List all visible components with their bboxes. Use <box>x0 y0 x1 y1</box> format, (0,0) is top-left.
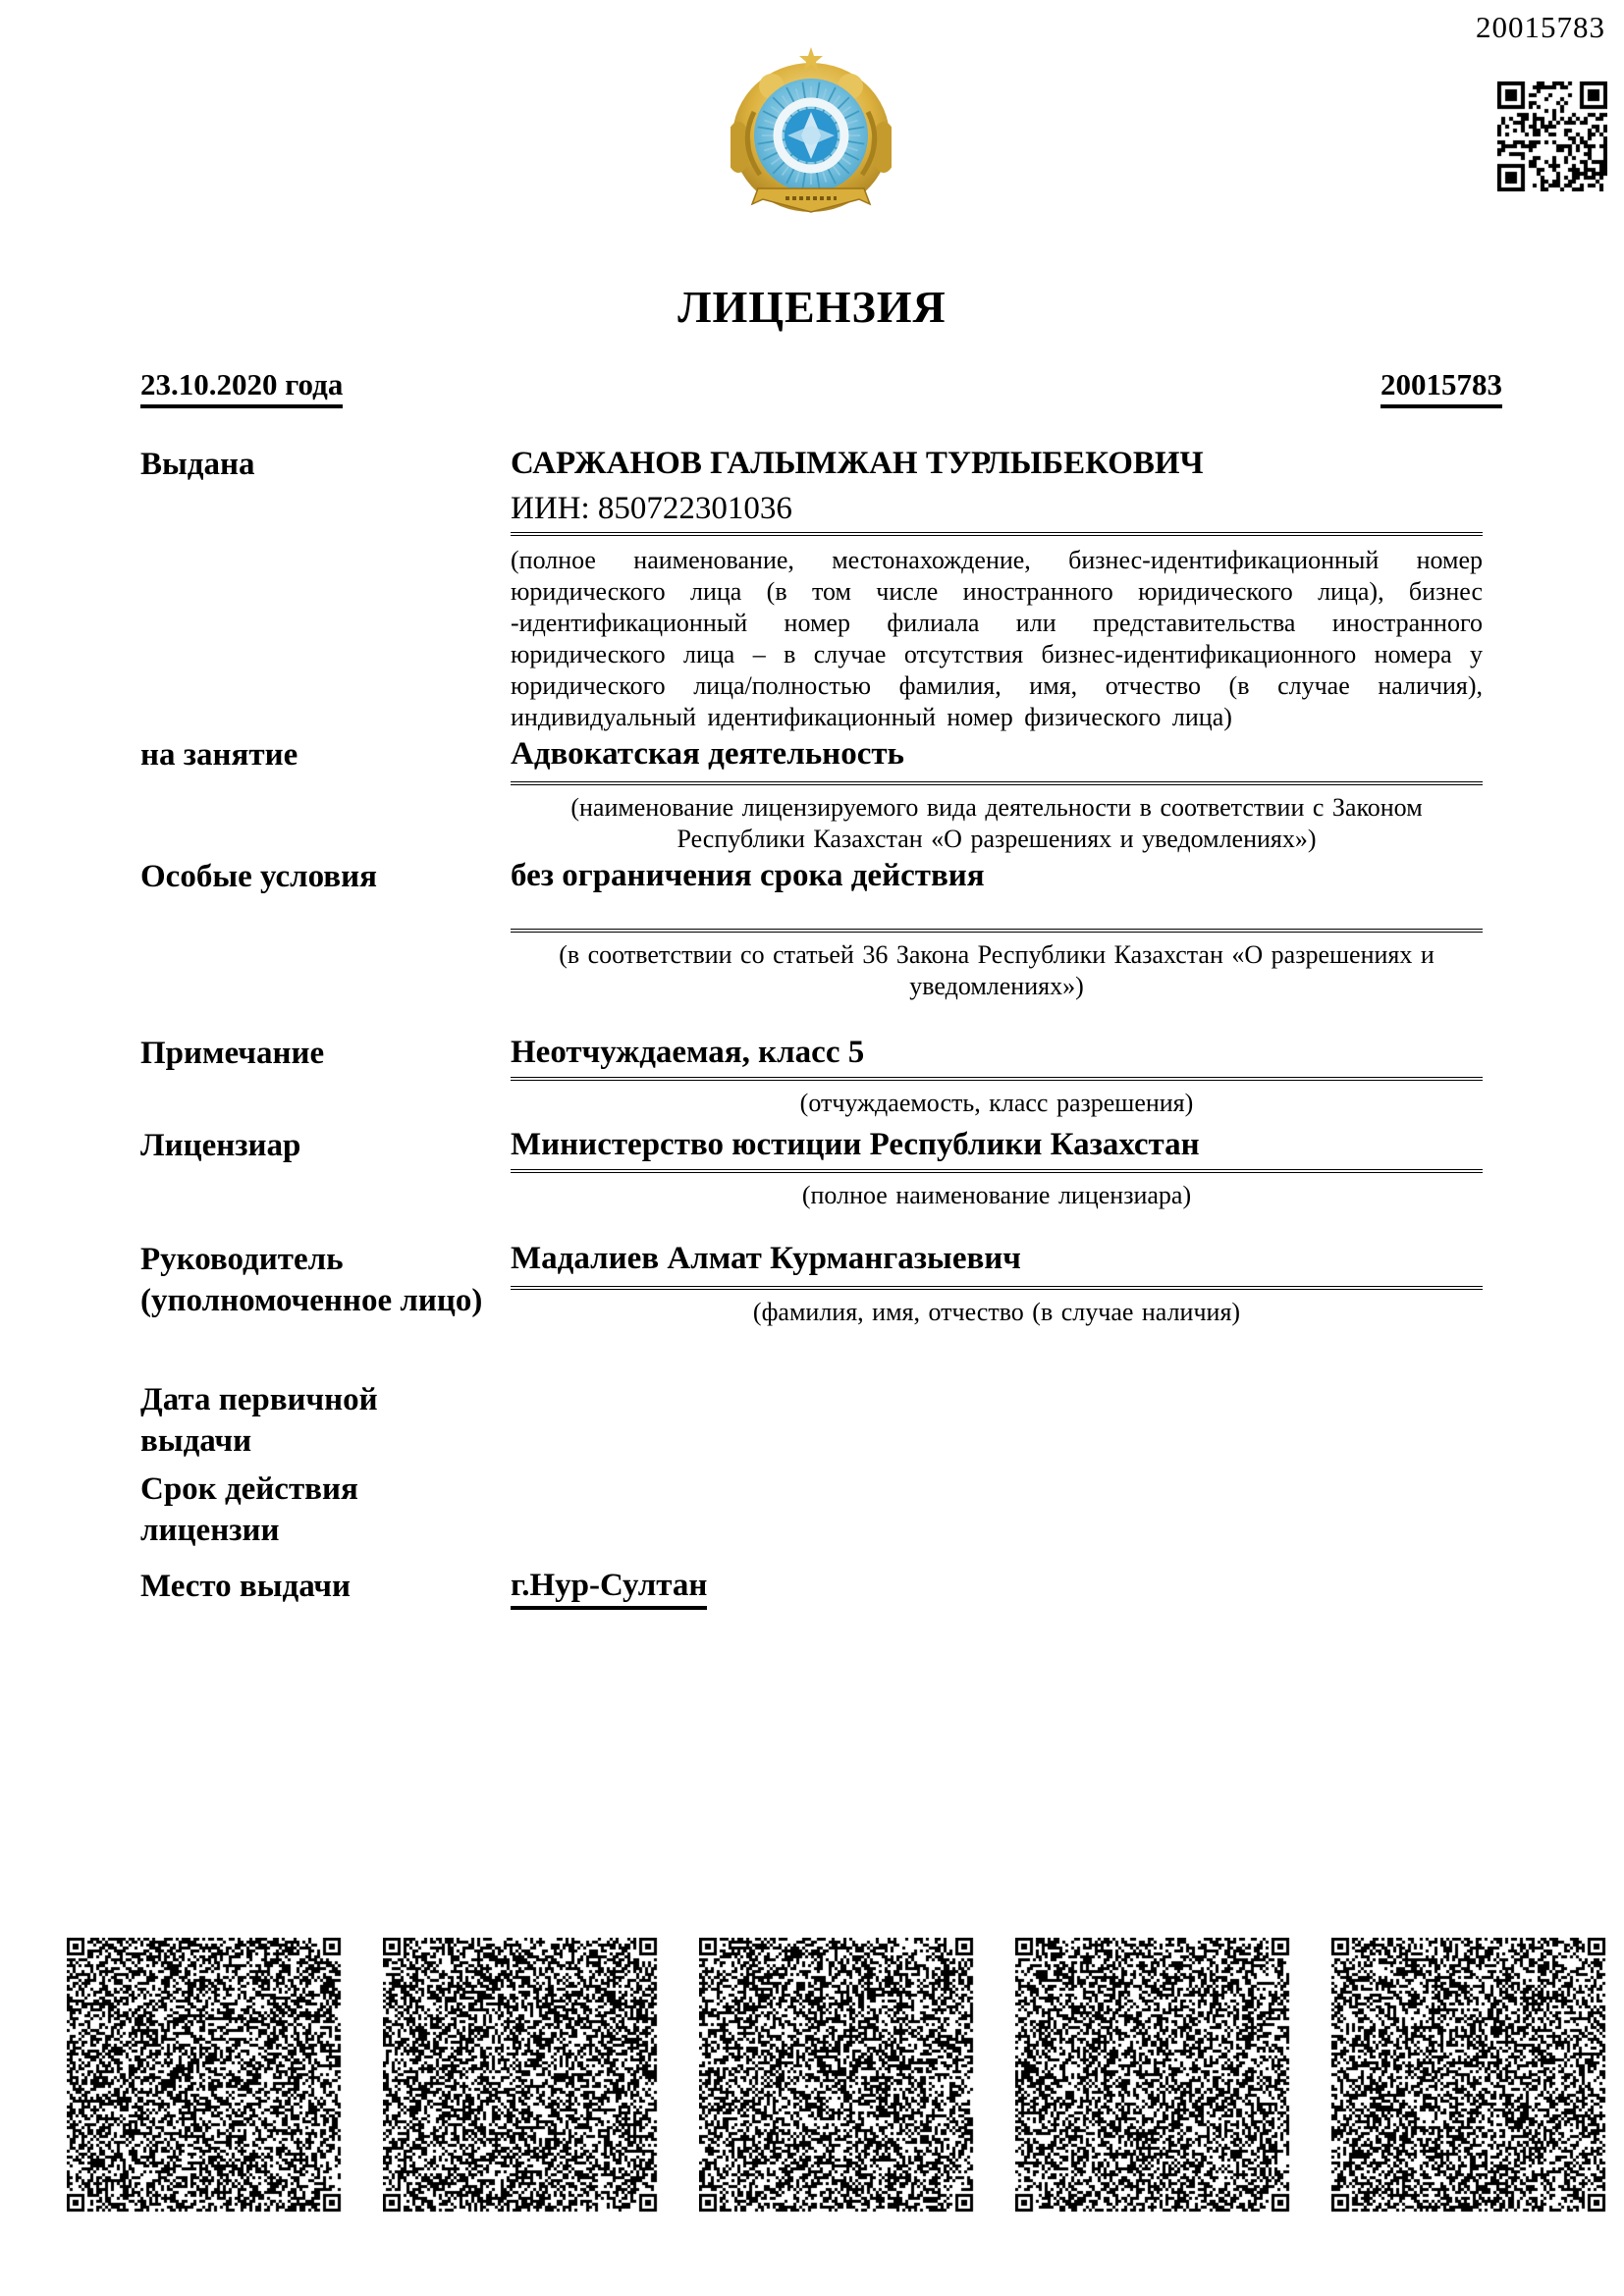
document-number-top: 20015783 <box>1476 10 1605 44</box>
field-issue-place <box>140 1566 1505 1610</box>
activity-value: Адвокатская деятельность <box>511 734 1483 785</box>
field-issued-to-label: Выдана <box>140 447 255 482</box>
field-special-label: Особые условия <box>140 859 377 894</box>
special-conditions-value: без ограничения срока действия <box>511 856 1483 933</box>
field-licensor-caption: (полное наименование лицензиара) <box>801 1181 1192 1209</box>
field-first-issue-date-label: Дата первичной выдачи <box>140 1382 378 1459</box>
field-activity-label: на занятие <box>140 737 298 773</box>
field-licensor <box>140 1125 1505 1211</box>
issue-date: 23.10.2020 года <box>140 367 343 408</box>
licensor-value: Министерство юстиции Республики Казахстан <box>511 1125 1483 1173</box>
field-special-caption: (в соответствии со статьей 36 Закона Республики Казахстан «О разрешениях и уведомлениях») <box>559 940 1435 1000</box>
validity-value <box>455 1468 1427 1551</box>
qr-code <box>1497 81 1607 191</box>
kazakhstan-emblem-icon <box>731 43 892 218</box>
note-value: Неотчуждаемая, класс 5 <box>511 1033 1483 1081</box>
licensee-name: САРЖАНОВ ГАЛЫМЖАН ТУРЛЫБЕКОВИЧ <box>511 446 1204 481</box>
field-licensor-label: Лицензиар <box>140 1128 301 1163</box>
field-issue-place-label: Место выдачи <box>140 1569 352 1604</box>
barcode-block <box>383 1938 658 2213</box>
field-validity-label: Срок действия лицензии <box>140 1471 358 1548</box>
barcode-block <box>1015 1938 1290 2213</box>
barcode-block <box>67 1938 342 2213</box>
issue-place-value: г.Нур-Султан <box>511 1566 707 1610</box>
field-head-caption: (фамилия, имя, отчество (в случае наличия) <box>752 1298 1241 1326</box>
field-note-caption: (отчуждаемость, класс разрешения) <box>799 1089 1194 1117</box>
field-special-conditions <box>140 856 1505 1002</box>
field-activity-caption: (наименование лицензируемого вида деятельности в соответствии с Законом Республики Казахстан «О разрешениях и уведомлениях») <box>570 793 1423 853</box>
field-rule <box>511 532 1483 536</box>
field-issued-to-caption: (полное наименование, местонахождение, бизнес-идентификационный номер юридического лица (в том числе иностранного юридического лица), бизнес -идентификационный номер филиала или представительства иностранного юридического лица – в случае отсутствия бизнес-идентификационного номера у юридического лица/полностью фамилия, имя, отчество (в случае наличия), индивидуальный идентификационный номер физического лица) <box>511 546 1483 731</box>
barcode-block <box>699 1938 974 2213</box>
field-note-label: Примечание <box>140 1036 325 1071</box>
field-head <box>140 1239 1505 1328</box>
license-number: 20015783 <box>1380 367 1502 408</box>
head-value: Мадалиев Алмат Курмангазыевич <box>511 1239 1483 1290</box>
page-title: ЛИЦЕНЗИЯ <box>677 282 947 332</box>
field-first-issue-date <box>140 1379 1505 1462</box>
meta-row <box>140 367 1502 408</box>
barcode-block <box>1331 1938 1606 2213</box>
barcode-strip <box>67 1938 1606 2213</box>
field-issued-to <box>140 444 1505 733</box>
field-note <box>140 1033 1505 1119</box>
field-validity <box>140 1468 1505 1551</box>
first-issue-date-value <box>511 1379 1483 1462</box>
licensee-iin: ИИН: 850722301036 <box>511 491 792 526</box>
field-activity <box>140 734 1505 855</box>
field-head-label: Руководитель (уполномоченное лицо) <box>140 1242 483 1318</box>
